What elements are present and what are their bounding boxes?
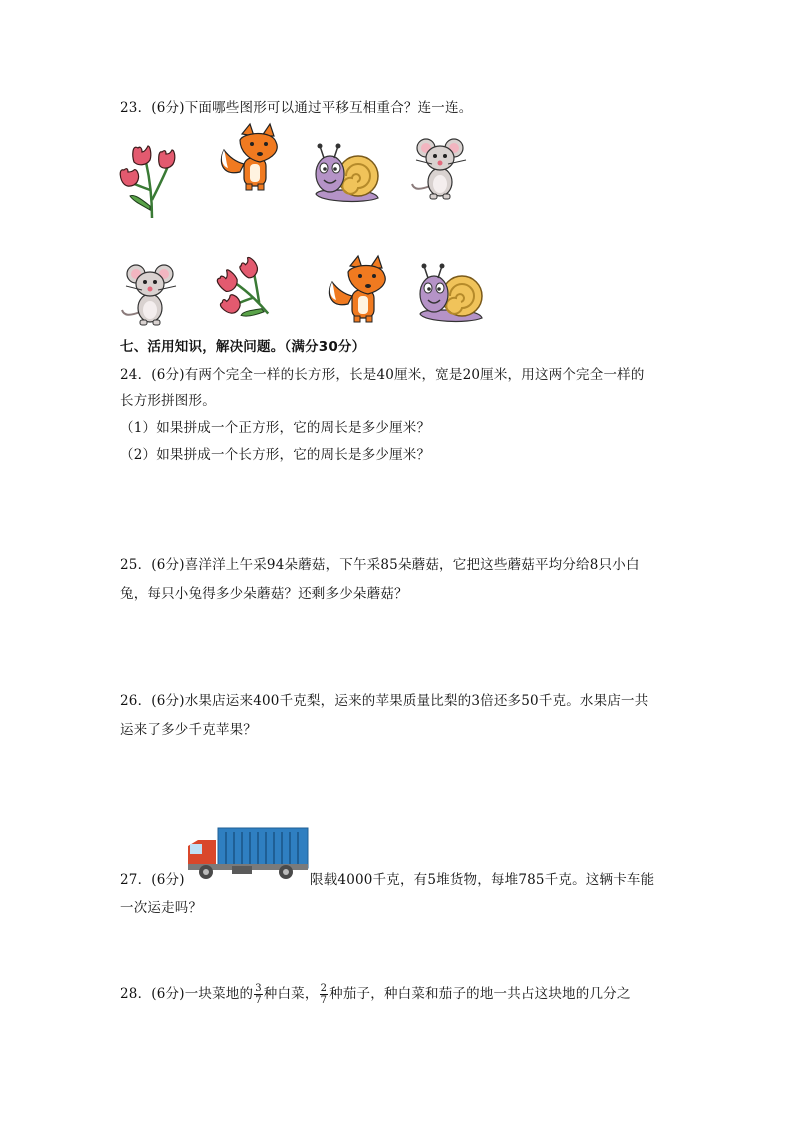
q24-sub2: （2）如果拼成一个长方形，它的周长是多少厘米？ <box>120 447 431 463</box>
mouse-icon <box>118 262 184 328</box>
q26-line1: 26．(6分)水果店运来400千克梨，运来的苹果质量比梨的3倍还多50千克。水果店一共 <box>120 693 649 709</box>
fraction-3-7: $\frac{3}{7}$ <box>255 983 262 1006</box>
snail-icon <box>416 262 486 326</box>
section-7-title: 七、活用知识，解决问题。（满分30分） <box>120 339 366 355</box>
q23-text: 23．(6分)下面哪些图形可以通过平移互相重合？连一连。 <box>120 100 473 116</box>
q28-prefix: 28．(6分)一块菜地的 <box>120 986 254 1002</box>
truck-icon <box>186 826 310 882</box>
mouse-icon <box>408 136 474 202</box>
q26-line2: 运来了多少千克苹果？ <box>120 722 257 738</box>
q24-line1: 24．(6分)有两个完全一样的长方形，长是40厘米，宽是20厘米，用这两个完全一样的 <box>120 367 645 383</box>
q27-prefix: 27．(6分) <box>120 872 185 888</box>
q25-line1: 25．(6分)喜洋洋上午采94朵蘑菇，下午采85朵蘑菇，它把这些蘑菇平均分给8只小白 <box>120 557 640 573</box>
q28-mid: 种白菜， <box>263 986 319 1002</box>
fraction-2-7: $\frac{2}{7}$ <box>320 983 328 1006</box>
q24-line2: 长方形拼图形。 <box>120 393 216 409</box>
snail-icon <box>312 142 382 206</box>
q28-text <box>120 982 631 1006</box>
q28-suffix: 种茄子，种白菜和茄子的地一共占这块地的几分之 <box>329 986 631 1002</box>
tulip-icon <box>214 256 290 320</box>
q24-sub1: （1）如果拼成一个正方形，它的周长是多少厘米？ <box>120 420 431 436</box>
q27-suffix: 限载4000千克，有5堆货物，每堆785千克。这辆卡车能 <box>310 872 655 888</box>
tulip-icon <box>118 140 182 220</box>
fox-icon <box>322 254 394 326</box>
fox-icon <box>214 122 286 194</box>
q25-line2: 兔，每只小兔得多少朵蘑菇？还剩多少朵蘑菇？ <box>120 586 408 602</box>
q27-line2: 一次运走吗？ <box>120 900 203 916</box>
